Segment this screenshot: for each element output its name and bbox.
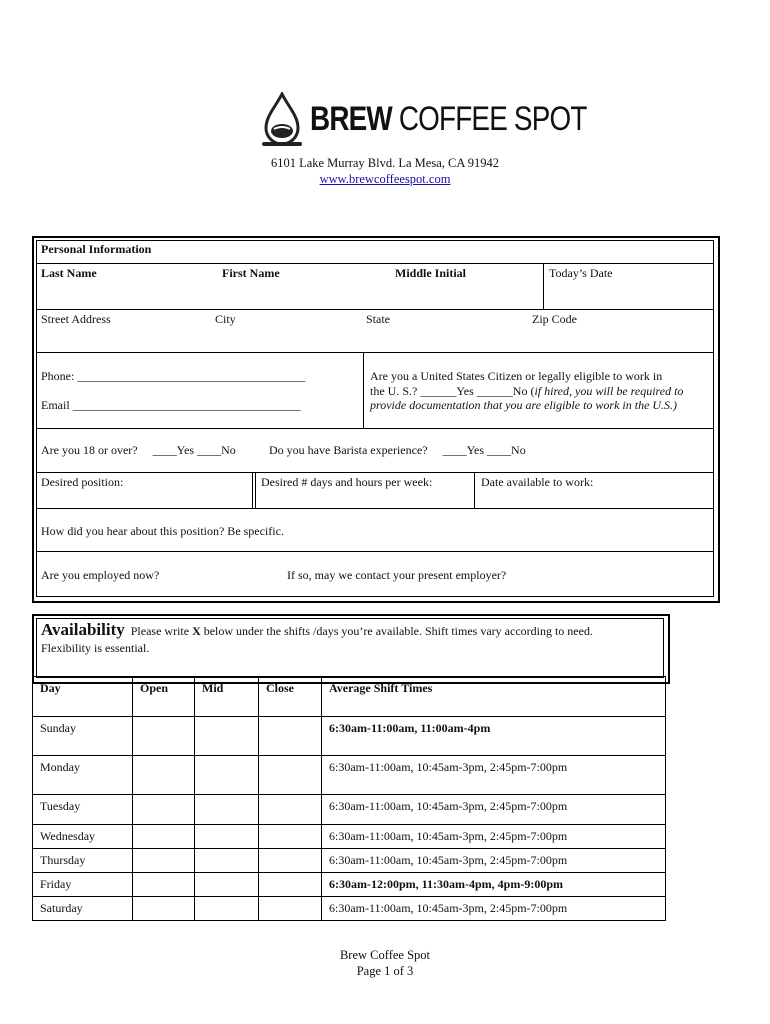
- day-cell: Tuesday: [33, 795, 133, 825]
- coffee-drop-icon: [258, 92, 306, 152]
- day-cell: Wednesday: [33, 825, 133, 849]
- shift-times-cell: 6:30am-11:00am, 10:45am-3pm, 2:45pm-7:00pm: [322, 897, 666, 921]
- website-link[interactable]: www.brewcoffeespot.com: [319, 172, 451, 186]
- website-link-wrap: [0, 172, 770, 187]
- city-label: City: [215, 312, 236, 326]
- mid-cell[interactable]: [195, 717, 259, 756]
- open-cell[interactable]: [133, 795, 195, 825]
- col-close: Close: [259, 677, 322, 717]
- shift-times-cell: 6:30am-11:00am, 10:45am-3pm, 2:45pm-7:00pm: [322, 849, 666, 873]
- table-row: [33, 717, 666, 756]
- first-name-label: First Name: [222, 266, 280, 280]
- open-cell[interactable]: [133, 756, 195, 795]
- citizen-line-1: Are you a United States Citizen or legally eligible to work in: [370, 369, 663, 383]
- day-cell: Saturday: [33, 897, 133, 921]
- todays-date-label: Today’s Date: [549, 266, 613, 280]
- footer-page-number: Page 1 of 3: [356, 964, 414, 978]
- close-cell[interactable]: [259, 897, 322, 921]
- availability-title-line: Availability Please write X below under the shifts /days you’re available. Shift times vary according to need.: [41, 620, 593, 639]
- close-cell[interactable]: [259, 717, 322, 756]
- shift-times-cell: 6:30am-11:00am, 10:45am-3pm, 2:45pm-7:00pm: [322, 825, 666, 849]
- shift-times-cell: 6:30am-11:00am, 11:00am-4pm: [322, 717, 666, 756]
- mid-cell[interactable]: [195, 849, 259, 873]
- mid-cell[interactable]: [195, 873, 259, 897]
- table-row: [33, 849, 666, 873]
- street-label: Street Address: [41, 312, 111, 326]
- availability-instruction-2: Flexibility is essential.: [41, 641, 150, 655]
- availability-table: [32, 676, 666, 921]
- close-cell[interactable]: [259, 825, 322, 849]
- col-open: Open: [133, 677, 195, 717]
- personal-section: [36, 240, 714, 597]
- date-available-label: Date available to work:: [481, 475, 594, 489]
- day-cell: Friday: [33, 873, 133, 897]
- shift-times-cell: 6:30am-11:00am, 10:45am-3pm, 2:45pm-7:00pm: [322, 795, 666, 825]
- citizen-line-3: provide documentation that you are eligible to work in the U.S.): [370, 398, 678, 412]
- personal-title: Personal Information: [41, 242, 152, 256]
- barista-question[interactable]: Do you have Barista experience? ____Yes ____No: [269, 443, 526, 457]
- citizen-line-2: the U. S.? ______Yes ______No (if hired, you will be required to: [370, 384, 684, 398]
- age-question[interactable]: Are you 18 or over? ____Yes ____No: [41, 443, 236, 457]
- table-row: [33, 756, 666, 795]
- mid-cell[interactable]: [195, 756, 259, 795]
- availability-title: Availability: [41, 620, 125, 639]
- close-cell[interactable]: [259, 849, 322, 873]
- email-field[interactable]: Email ______________________________________: [41, 398, 301, 412]
- table-row: [33, 873, 666, 897]
- day-cell: Sunday: [33, 717, 133, 756]
- col-shift-times: Average Shift Times: [322, 677, 666, 717]
- open-cell[interactable]: [133, 873, 195, 897]
- mid-cell[interactable]: [195, 825, 259, 849]
- desired-position-label: Desired position:: [41, 475, 124, 489]
- state-label: State: [366, 312, 390, 326]
- close-cell[interactable]: [259, 795, 322, 825]
- open-cell[interactable]: [133, 717, 195, 756]
- phone-field[interactable]: Phone: ______________________________________: [41, 369, 306, 383]
- contact-question: If so, may we contact your present employer?: [287, 568, 507, 582]
- shift-times-cell: 6:30am-12:00pm, 11:30am-4pm, 4pm-9:00pm: [322, 873, 666, 897]
- close-cell[interactable]: [259, 873, 322, 897]
- col-mid: Mid: [195, 677, 259, 717]
- brand-name: BREW COFFEE SPOT: [310, 100, 587, 138]
- open-cell[interactable]: [133, 849, 195, 873]
- middle-initial-label: Middle Initial: [395, 266, 467, 280]
- desired-days-label: Desired # days and hours per week:: [261, 475, 433, 489]
- mid-cell[interactable]: [195, 795, 259, 825]
- address: 6101 Lake Murray Blvd. La Mesa, CA 91942: [270, 156, 500, 170]
- col-day: Day: [33, 677, 133, 717]
- footer-company: Brew Coffee Spot: [339, 948, 431, 962]
- hear-question: How did you hear about this position? Be specific.: [41, 524, 284, 538]
- table-row: [33, 795, 666, 825]
- shift-times-cell: 6:30am-11:00am, 10:45am-3pm, 2:45pm-7:00pm: [322, 756, 666, 795]
- mid-cell[interactable]: [195, 897, 259, 921]
- close-cell[interactable]: [259, 756, 322, 795]
- brand-logo: [258, 92, 587, 152]
- employed-question: Are you employed now?: [41, 568, 160, 582]
- table-row: [33, 825, 666, 849]
- table-header-row: [33, 677, 666, 717]
- last-name-label: Last Name: [41, 266, 97, 280]
- availability-header: [36, 618, 664, 678]
- zip-label: Zip Code: [532, 312, 577, 326]
- table-row: [33, 897, 666, 921]
- day-cell: Thursday: [33, 849, 133, 873]
- open-cell[interactable]: [133, 825, 195, 849]
- day-cell: Monday: [33, 756, 133, 795]
- open-cell[interactable]: [133, 897, 195, 921]
